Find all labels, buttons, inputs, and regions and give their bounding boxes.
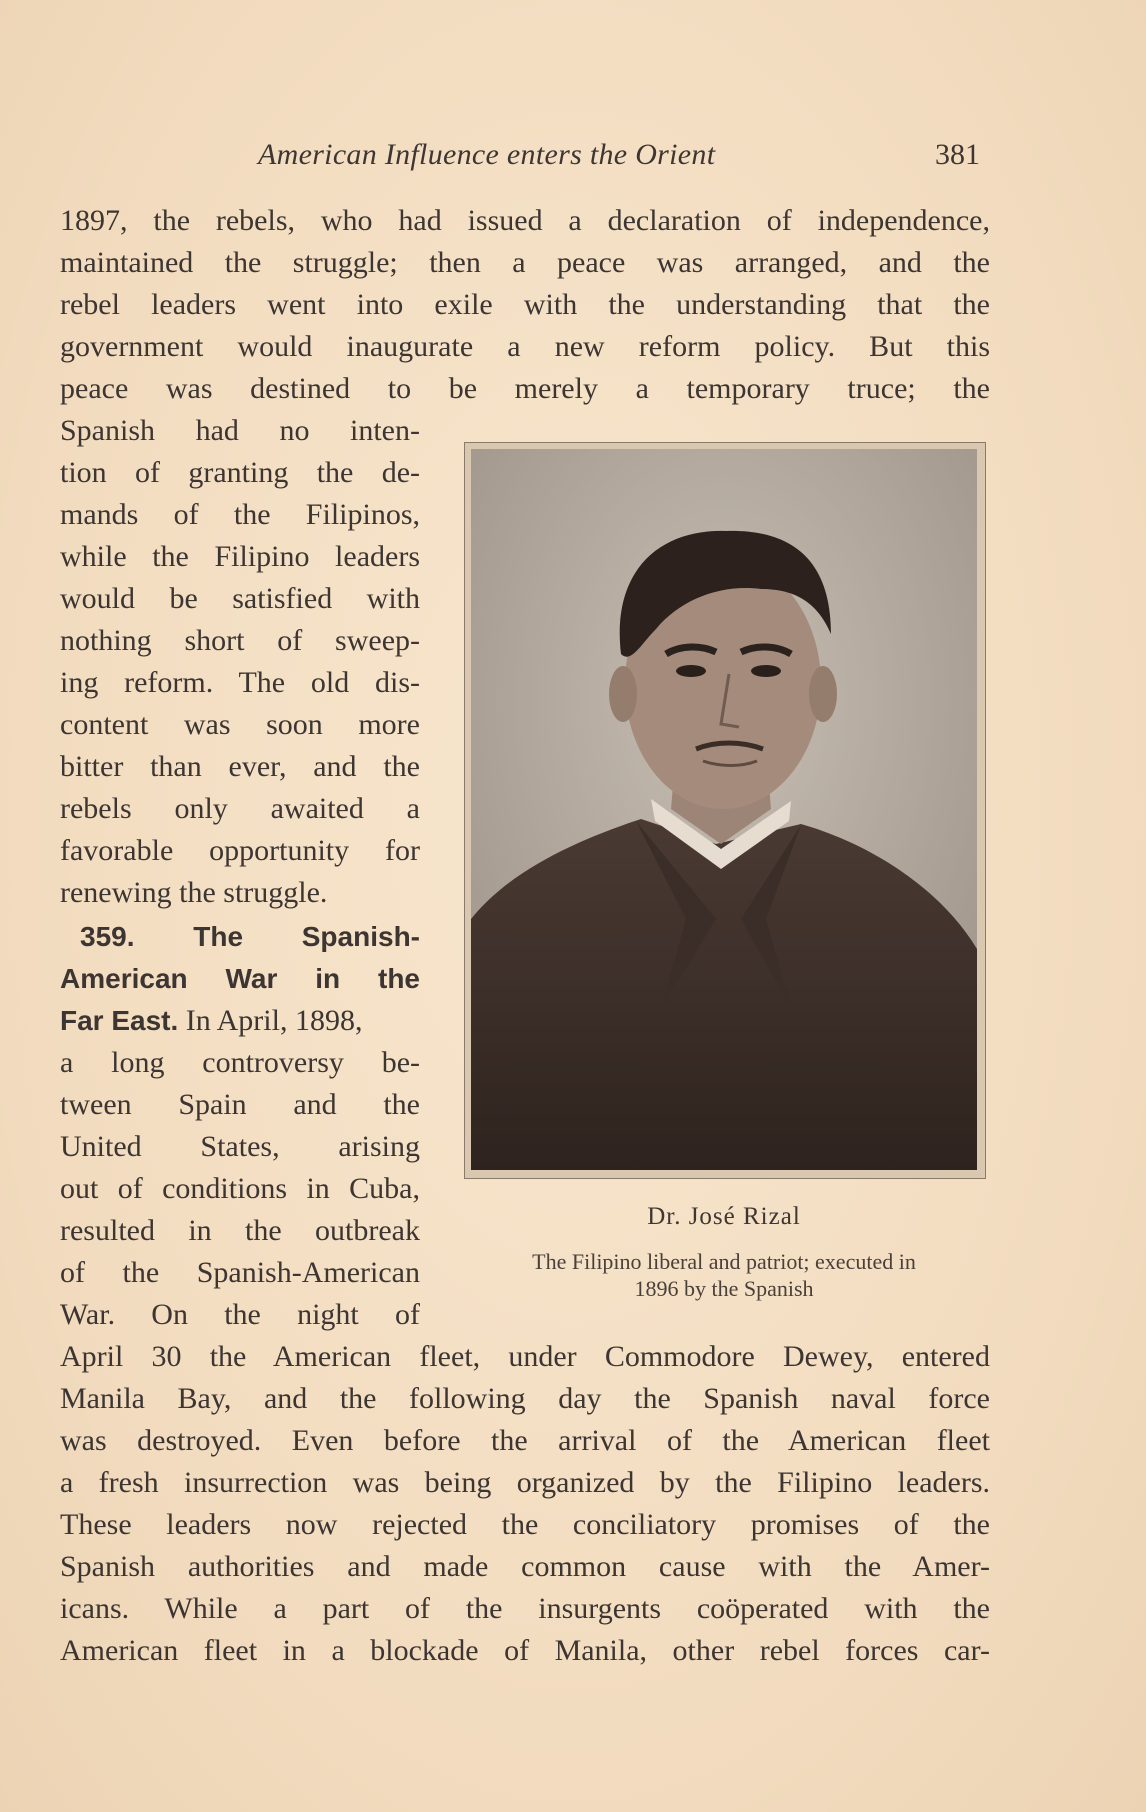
portrait-illustration: [471, 449, 977, 1170]
section-heading-line: [60, 1003, 420, 1039]
text-line: American fleet in a blockade of Manila, other rebel forces car-: [60, 1634, 990, 1667]
text-line: peace was destined to be merely a temporary truce; the: [60, 372, 990, 405]
section-heading: 359. The Spanish-: [80, 921, 420, 952]
text-line: while the Filipino leaders: [60, 540, 420, 573]
text-line: bitter than ever, and the: [60, 750, 420, 783]
text-line: icans. While a part of the insurgents coöperated with the: [60, 1592, 990, 1625]
portrait-figure: [464, 442, 986, 1179]
page-number: 381: [935, 138, 980, 171]
text-line: nothing short of sweep-: [60, 624, 420, 657]
portrait-photo: [471, 449, 977, 1170]
text-line: a long controversy be-: [60, 1046, 420, 1079]
text-line: would be satisfied with: [60, 582, 420, 615]
text-span: In April, 1898,: [185, 1004, 363, 1037]
text-line: 1897, the rebels, who had issued a declaration of independence,: [60, 204, 990, 237]
text-line: favorable opportunity for: [60, 834, 420, 867]
text-line: These leaders now rejected the conciliatory promises of the: [60, 1508, 990, 1541]
text-line: United States, arising: [60, 1130, 420, 1163]
running-head: [0, 138, 1146, 178]
text-line: April 30 the American fleet, under Commodore Dewey, entered: [60, 1340, 990, 1373]
text-line: of the Spanish-American: [60, 1256, 420, 1289]
text-line: was destroyed. Even before the arrival of the American fleet: [60, 1424, 990, 1457]
text-line: Spanish had no inten-: [60, 414, 420, 447]
text-line: mands of the Filipinos,: [60, 498, 420, 531]
figure-caption-name: Dr. José Rizal: [647, 1203, 801, 1230]
figure-caption-line: The Filipino liberal and patriot; executed in: [532, 1249, 916, 1274]
section-heading: Far East.: [60, 1005, 179, 1036]
text-line: tween Spain and the: [60, 1088, 420, 1121]
text-line: rebels only awaited a: [60, 792, 420, 825]
text-line: tion of granting the de-: [60, 456, 420, 489]
chapter-title: American Influence enters the Orient: [258, 138, 716, 171]
text-line: content was soon more: [60, 708, 420, 741]
text-line: War. On the night of: [60, 1298, 420, 1331]
figure-caption: [456, 1248, 992, 1302]
text-line: resulted in the outbreak: [60, 1214, 420, 1247]
text-line: out of conditions in Cuba,: [60, 1172, 420, 1205]
text-line: maintained the struggle; then a peace was arranged, and the: [60, 246, 990, 279]
text-line: rebel leaders went into exile with the understanding that the: [60, 288, 990, 321]
text-line: Manila Bay, and the following day the Spanish naval force: [60, 1382, 990, 1415]
section-heading: American War in the: [60, 963, 420, 994]
text-line: ing reform. The old dis-: [60, 666, 420, 699]
text-line: renewing the struggle.: [60, 876, 328, 909]
text-line: Spanish authorities and made common cause with the Amer-: [60, 1550, 990, 1583]
text-line: a fresh insurrection was being organized by the Filipino leaders.: [60, 1466, 990, 1499]
text-line: government would inaugurate a new reform policy. But this: [60, 330, 990, 363]
figure-caption-line: 1896 by the Spanish: [634, 1276, 814, 1301]
